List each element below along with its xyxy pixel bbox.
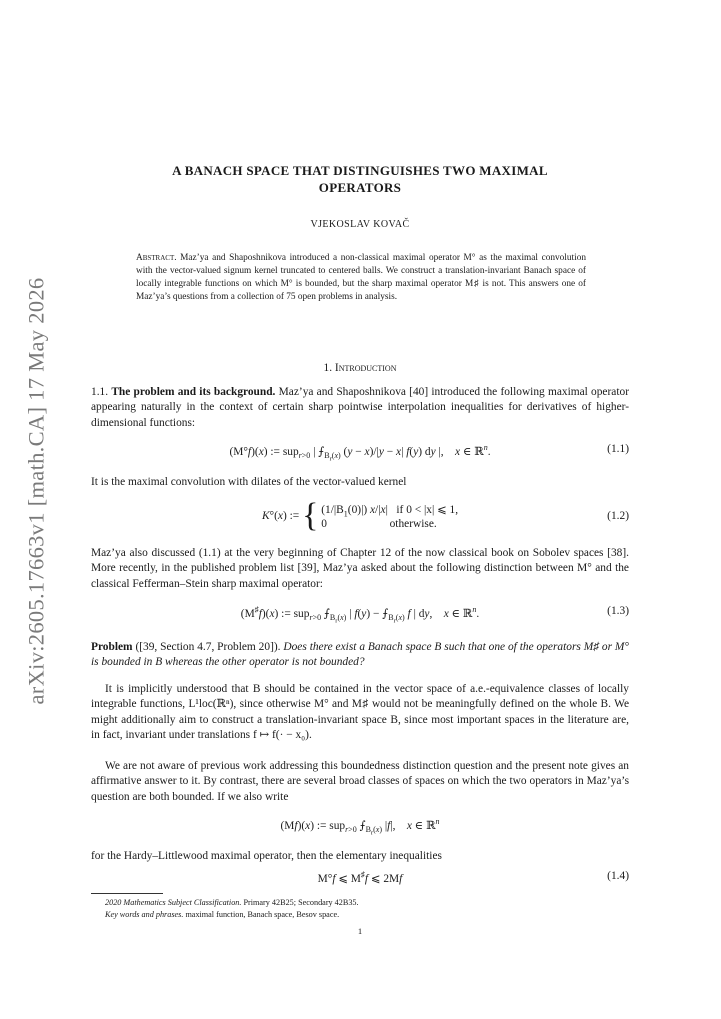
subsection-text: Maz’ya and Shaposhnikova [40] introduced the following maximal operator appearing naturally in the context of certain sharp pointwise interpolation inequalities for derivatives of higher-dimensional functions: — [91, 386, 629, 429]
abstract-label: Abstract. — [136, 253, 177, 263]
subsection-paragraph — [91, 385, 629, 431]
equation-1-4 — [91, 870, 629, 890]
case-1-condition: if 0 < |x| ⩽ 1, — [396, 503, 459, 516]
footnote-msc — [105, 898, 359, 907]
page-number: 1 — [357, 926, 363, 936]
problem-label: Problem — [91, 641, 133, 653]
equation-1-2-label: (1.2) — [607, 510, 629, 522]
equation-1-4-label: (1.4) — [607, 870, 629, 882]
keywords-label: Key words and phrases. — [105, 910, 184, 919]
section-heading — [91, 362, 629, 374]
problem-text: Does there exist a Banach space B such that one of the operators M♯ or M° is bounded in B whereas the other operator is not bounded? — [91, 641, 629, 669]
abstract-text: Maz’ya and Shaposhnikova introduced a non-classical maximal operator M° as the maximal convolution with the vector-valued signum kernel truncated to centered balls. We construct a translation-invariant Banach space of locally integrable functions on which M° is bounded, but the sharp maximal operator M♯ is not. This answers one of Maz’ya’s questions from a collection of 75 open problems in analysis. — [136, 253, 586, 302]
implicit-paragraph: It is implicitly understood that B should be contained in the vector space of a.e.-equivalence classes of locally integrable functions, L¹loc(ℝⁿ), since otherwise M° and M♯ would not be meaningfully defined on the whole B. We might additionally aim to construct a translation-invariant space B, since most important spaces in the literature are, in fact, invariant under translations f ↦ f(· − x₀). — [91, 683, 629, 741]
equation-1-1-body: (M°f)(x) := sup$_{r>0}$ | $⨍_{B_r(x)}$ (y − x)/|y − x| f(y) dy |, x ∈ ℝ$^n$. — [229, 443, 491, 463]
equation-1-3-label: (1.3) — [607, 605, 629, 617]
hardy-paragraph: for the Hardy–Littlewood maximal operator, then the elementary inequalities — [91, 850, 442, 862]
author-name: VJEKOSLAV KOVAČ — [310, 219, 410, 230]
abstract — [136, 252, 586, 304]
problem-statement — [91, 640, 629, 671]
equation-1-3-body: (M♯f)(x) := sup$_{r>0}$ $⨍_{B_r(x)}$ | $f(y) - ⨍_{B_r(x)}$ f | dy, x ∈ ℝ$^n$. — [240, 605, 480, 625]
section-title: 1. Introduction — [323, 362, 397, 374]
arxiv-identifier — [12, 274, 60, 708]
case-2-value: 0 — [321, 518, 327, 531]
keywords-text: maximal function, Banach space, Besov space. — [185, 910, 340, 919]
msc-text: Primary 42B25; Secondary 42B35. — [243, 898, 359, 907]
equation-1-3 — [91, 605, 629, 625]
equation-1-2 — [91, 497, 629, 541]
subsection-title: The problem and its background. — [111, 386, 276, 398]
msc-label: 2020 Mathematics Subject Classification. — [105, 898, 242, 907]
kernel-paragraph: It is the maximal convolution with dilates of the vector-valued kernel — [91, 476, 407, 488]
footnote-rule — [91, 893, 163, 894]
arxiv-id-text: arXiv:2605.17663v1 [math.CA] 17 May 2026 — [23, 277, 49, 705]
equation-1-4-body: M°f ⩽ M♯f ⩽ 2Mf — [317, 870, 403, 885]
title-line-1: A BANACH SPACE THAT DISTINGUISHES TWO MAXIMAL — [172, 163, 548, 178]
case-2-condition: otherwise. — [389, 518, 437, 531]
equation-1-1-label: (1.1) — [607, 443, 629, 455]
aware-paragraph: We are not aware of previous work addressing this boundedness distinction question and the present note gives an affirmative answer to it. By contrast, there are several broad classes of spaces on which the two operators in Maz’ya’s question are both bounded. If we also write — [91, 760, 629, 803]
equation-hardy-littlewood-body: (Mf)(x) := sup$_{r>0}$ $⨍_{B_r(x)}$ |f|, x ∈ ℝ$^n$ — [280, 817, 440, 837]
problem-reference: ([39, Section 4.7, Problem 20]). — [135, 641, 281, 653]
footnote-keywords — [105, 910, 339, 919]
equation-1-1 — [91, 443, 629, 463]
sobolev-paragraph: Maz’ya also discussed (1.1) at the very beginning of Chapter 12 of the now classical book on Sobolev spaces [38]. More recently, in the published problem list [39], Maz’ya asked about the following distinction between M° and the classical Fefferman–Stein sharp maximal operator: — [91, 547, 629, 590]
subsection-number: 1.1. — [91, 386, 109, 398]
equation-1-2-body: K°(x) := { $(1/|B_1(0)|)$ x/|x| if 0 < |x| ⩽ 1, 0 otherwise. — [261, 497, 459, 534]
equation-hardy-littlewood — [91, 817, 629, 837]
title-line-2: OPERATORS — [318, 180, 402, 195]
paper-title — [91, 162, 629, 196]
